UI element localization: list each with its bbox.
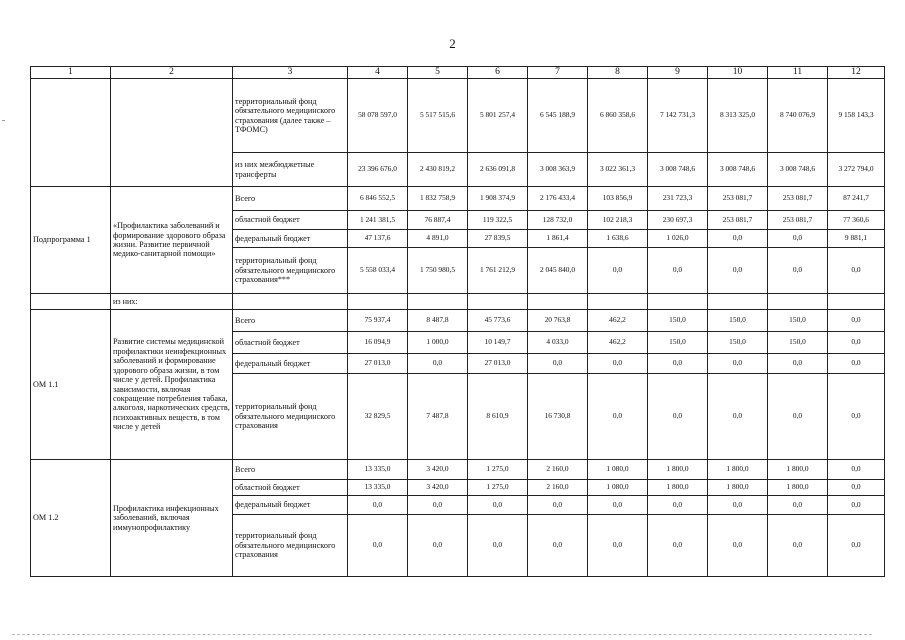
value-cell: 5 517 515,6 <box>408 79 468 153</box>
value-cell: 2 430 819,2 <box>408 153 468 187</box>
value-cell: 8 740 076,9 <box>768 79 828 153</box>
block-title-cell: Развитие системы медицинской профилактики неинфекционных заболеваний и формирование здорового образа жизни, в том числе у детей. Профилактика зависимости, включая сокращение потребления табака, алкоголя, наркотических средств, психоактивных веществ, в том числе у детей <box>111 310 233 460</box>
value-cell: 0,0 <box>708 248 768 294</box>
value-cell: 0,0 <box>828 515 885 577</box>
value-cell: 1 750 980,5 <box>408 248 468 294</box>
value-cell: 0,0 <box>588 248 648 294</box>
col-header: 10 <box>708 67 768 79</box>
value-cell: 0,0 <box>468 515 528 577</box>
value-cell: 3 420,0 <box>408 460 468 480</box>
block-title-cell: «Профилактика заболеваний и формирование здорового образа жизни. Развитие первичной медико-санитарной помощи» <box>111 187 233 294</box>
value-cell: 3 008 363,9 <box>528 153 588 187</box>
col-header: 5 <box>408 67 468 79</box>
funding-source-cell: областной бюджет <box>233 480 348 496</box>
table-body <box>31 67 885 577</box>
value-cell: 462,2 <box>588 332 648 354</box>
value-cell: 4 891,0 <box>408 230 468 248</box>
col-header: 9 <box>648 67 708 79</box>
value-cell: 150,0 <box>708 332 768 354</box>
value-cell: 0,0 <box>348 496 408 515</box>
value-cell: 2 160,0 <box>528 480 588 496</box>
value-cell: 0,0 <box>588 515 648 577</box>
value-cell: 0,0 <box>348 515 408 577</box>
value-cell: 0,0 <box>828 496 885 515</box>
funding-source-cell: федеральный бюджет <box>233 496 348 515</box>
value-cell: 1 800,0 <box>768 480 828 496</box>
value-cell: 0,0 <box>708 230 768 248</box>
value-cell: 8 487,8 <box>408 310 468 332</box>
value-cell: 2 160,0 <box>528 460 588 480</box>
value-cell: 3 008 748,6 <box>648 153 708 187</box>
value-cell: 231 723,3 <box>648 187 708 211</box>
value-cell: 3 420,0 <box>408 480 468 496</box>
scan-artifact-line <box>12 634 872 635</box>
funding-source-cell: Всего <box>233 460 348 480</box>
empty-cell <box>528 294 588 310</box>
value-cell: 1 761 212,9 <box>468 248 528 294</box>
value-cell: 1 275,0 <box>468 460 528 480</box>
value-cell: 8 313 325,0 <box>708 79 768 153</box>
iz-nih-label: из них: <box>111 294 233 310</box>
funding-source-cell: из них межбюджетные трансферты <box>233 153 348 187</box>
block-code-cell: Подпрограмма 1 <box>31 187 111 294</box>
block-title-cell: Профилактика инфекционных заболеваний, включая иммунопрофилактику <box>111 460 233 577</box>
value-cell: 150,0 <box>708 310 768 332</box>
value-cell: 0,0 <box>648 496 708 515</box>
funding-source-cell: федеральный бюджет <box>233 354 348 374</box>
col-header: 12 <box>828 67 885 79</box>
value-cell: 0,0 <box>768 374 828 460</box>
value-cell: 0,0 <box>408 515 468 577</box>
value-cell: 7 487,8 <box>408 374 468 460</box>
col-header: 11 <box>768 67 828 79</box>
value-cell: 0,0 <box>648 374 708 460</box>
empty-cell <box>233 294 348 310</box>
empty-cell <box>828 294 885 310</box>
value-cell: 7 142 731,3 <box>648 79 708 153</box>
value-cell: 462,2 <box>588 310 648 332</box>
value-cell: 0,0 <box>408 354 468 374</box>
value-cell: 9 881,1 <box>828 230 885 248</box>
value-cell: 0,0 <box>648 354 708 374</box>
value-cell: 45 773,6 <box>468 310 528 332</box>
col-header: 2 <box>111 67 233 79</box>
funding-source-cell: территориальный фонд обязательного медицинского страхования <box>233 374 348 460</box>
value-cell: 0,0 <box>648 515 708 577</box>
funding-source-cell: территориальный фонд обязательного медицинского страхования*** <box>233 248 348 294</box>
table-row <box>31 79 885 153</box>
value-cell: 8 610,9 <box>468 374 528 460</box>
value-cell: 27 013,0 <box>348 354 408 374</box>
empty-cell <box>588 294 648 310</box>
col-header: 4 <box>348 67 408 79</box>
value-cell: 0,0 <box>828 354 885 374</box>
value-cell: 20 763,8 <box>528 310 588 332</box>
empty-cell <box>31 79 111 187</box>
empty-cell <box>708 294 768 310</box>
value-cell: 1 080,0 <box>588 480 648 496</box>
empty-cell <box>111 79 233 187</box>
value-cell: 27 013,0 <box>468 354 528 374</box>
value-cell: 1 800,0 <box>708 460 768 480</box>
value-cell: 58 078 597,0 <box>348 79 408 153</box>
page-number: 2 <box>449 36 456 51</box>
value-cell: 150,0 <box>768 310 828 332</box>
value-cell: 1 800,0 <box>648 480 708 496</box>
value-cell: 0,0 <box>528 515 588 577</box>
funding-source-cell: областной бюджет <box>233 332 348 354</box>
value-cell: 1 800,0 <box>648 460 708 480</box>
value-cell: 3 008 748,6 <box>708 153 768 187</box>
value-cell: 13 335,0 <box>348 460 408 480</box>
value-cell: 0,0 <box>708 374 768 460</box>
funding-source-cell: Всего <box>233 187 348 211</box>
value-cell: 1 861,4 <box>528 230 588 248</box>
funding-source-cell: федеральный бюджет <box>233 230 348 248</box>
value-cell: 13 335,0 <box>348 480 408 496</box>
value-cell: 6 545 188,9 <box>528 79 588 153</box>
value-cell: 3 022 361,3 <box>588 153 648 187</box>
value-cell: 253 081,7 <box>708 211 768 230</box>
value-cell: 0,0 <box>768 230 828 248</box>
scan-mark <box>2 120 5 121</box>
value-cell: 0,0 <box>528 496 588 515</box>
funding-source-cell: территориальный фонд обязательного медицинского страхования (далее также – ТФОМС) <box>233 79 348 153</box>
value-cell: 0,0 <box>528 354 588 374</box>
funding-source-cell: территориальный фонд обязательного медицинского страхования <box>233 515 348 577</box>
col-header: 7 <box>528 67 588 79</box>
block-code-cell: ОМ 1.1 <box>31 310 111 460</box>
table-row <box>31 310 885 332</box>
value-cell: 3 272 794,0 <box>828 153 885 187</box>
value-cell: 32 829,5 <box>348 374 408 460</box>
col-header: 6 <box>468 67 528 79</box>
value-cell: 1 241 381,5 <box>348 211 408 230</box>
value-cell: 102 218,3 <box>588 211 648 230</box>
value-cell: 1 080,0 <box>588 460 648 480</box>
value-cell: 0,0 <box>828 248 885 294</box>
value-cell: 1 800,0 <box>768 460 828 480</box>
value-cell: 0,0 <box>828 480 885 496</box>
value-cell: 150,0 <box>648 332 708 354</box>
value-cell: 0,0 <box>468 496 528 515</box>
value-cell: 0,0 <box>828 374 885 460</box>
value-cell: 0,0 <box>768 496 828 515</box>
value-cell: 5 558 033,4 <box>348 248 408 294</box>
funding-source-cell: Всего <box>233 310 348 332</box>
value-cell: 103 856,9 <box>588 187 648 211</box>
value-cell: 0,0 <box>828 332 885 354</box>
value-cell: 16 730,8 <box>528 374 588 460</box>
value-cell: 27 839,5 <box>468 230 528 248</box>
value-cell: 75 937,4 <box>348 310 408 332</box>
value-cell: 0,0 <box>588 496 648 515</box>
value-cell: 150,0 <box>648 310 708 332</box>
value-cell: 0,0 <box>708 496 768 515</box>
value-cell: 16 094,9 <box>348 332 408 354</box>
value-cell: 253 081,7 <box>768 187 828 211</box>
table-row <box>31 460 885 480</box>
value-cell: 119 322,5 <box>468 211 528 230</box>
value-cell: 0,0 <box>828 460 885 480</box>
value-cell: 1 275,0 <box>468 480 528 496</box>
col-header: 1 <box>31 67 111 79</box>
value-cell: 0,0 <box>708 515 768 577</box>
value-cell: 1 000,0 <box>408 332 468 354</box>
value-cell: 77 360,6 <box>828 211 885 230</box>
value-cell: 0,0 <box>588 354 648 374</box>
empty-cell <box>768 294 828 310</box>
empty-cell <box>348 294 408 310</box>
block-code-cell: ОМ 1.2 <box>31 460 111 577</box>
value-cell: 3 008 748,6 <box>768 153 828 187</box>
value-cell: 23 396 676,0 <box>348 153 408 187</box>
value-cell: 6 860 358,6 <box>588 79 648 153</box>
budget-table <box>30 66 885 577</box>
value-cell: 0,0 <box>768 515 828 577</box>
funding-source-cell: областной бюджет <box>233 211 348 230</box>
value-cell: 128 732,0 <box>528 211 588 230</box>
value-cell: 0,0 <box>768 354 828 374</box>
col-header: 3 <box>233 67 348 79</box>
value-cell: 6 846 552,5 <box>348 187 408 211</box>
value-cell: 10 149,7 <box>468 332 528 354</box>
value-cell: 1 832 758,9 <box>408 187 468 211</box>
value-cell: 0,0 <box>768 248 828 294</box>
value-cell: 87 241,7 <box>828 187 885 211</box>
value-cell: 0,0 <box>408 496 468 515</box>
value-cell: 1 026,0 <box>648 230 708 248</box>
header-row <box>31 67 885 79</box>
value-cell: 0,0 <box>828 310 885 332</box>
value-cell: 0,0 <box>588 374 648 460</box>
value-cell: 0,0 <box>648 248 708 294</box>
table-row <box>31 294 885 310</box>
value-cell: 230 697,3 <box>648 211 708 230</box>
value-cell: 1 908 374,9 <box>468 187 528 211</box>
value-cell: 76 887,4 <box>408 211 468 230</box>
value-cell: 47 137,6 <box>348 230 408 248</box>
empty-cell <box>468 294 528 310</box>
value-cell: 253 081,7 <box>708 187 768 211</box>
empty-cell <box>648 294 708 310</box>
empty-cell <box>31 294 111 310</box>
value-cell: 2 045 840,0 <box>528 248 588 294</box>
value-cell: 0,0 <box>708 354 768 374</box>
table-row <box>31 187 885 211</box>
value-cell: 1 800,0 <box>708 480 768 496</box>
value-cell: 2 636 091,8 <box>468 153 528 187</box>
value-cell: 4 033,0 <box>528 332 588 354</box>
value-cell: 2 176 433,4 <box>528 187 588 211</box>
value-cell: 5 801 257,4 <box>468 79 528 153</box>
value-cell: 150,0 <box>768 332 828 354</box>
value-cell: 1 638,6 <box>588 230 648 248</box>
empty-cell <box>408 294 468 310</box>
value-cell: 9 158 143,3 <box>828 79 885 153</box>
col-header: 8 <box>588 67 648 79</box>
value-cell: 253 081,7 <box>768 211 828 230</box>
